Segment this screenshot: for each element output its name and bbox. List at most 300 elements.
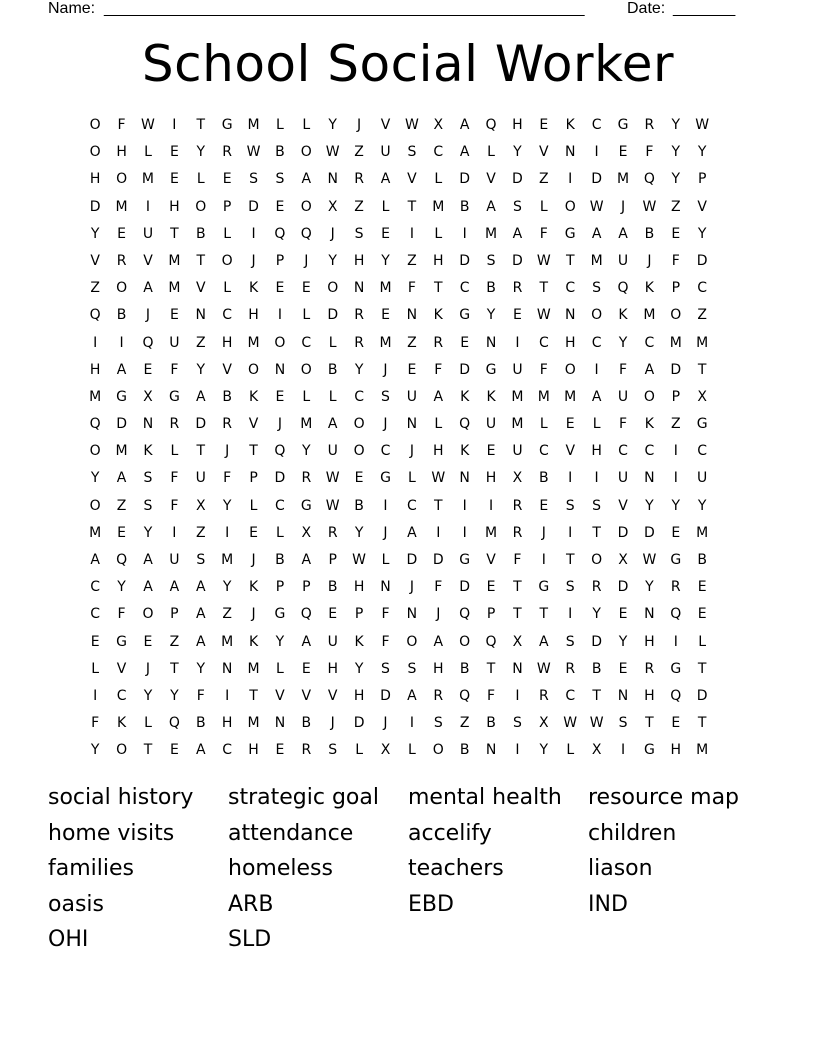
grid-letter: T — [645, 715, 654, 732]
grid-letter: W — [325, 497, 340, 514]
grid-letter: K — [433, 307, 443, 324]
grid-letter: A — [143, 579, 153, 596]
word-list-item: ARB — [228, 891, 274, 917]
grid-row — [82, 384, 742, 411]
grid-letter: E — [143, 361, 153, 378]
grid-letter: P — [302, 579, 311, 596]
grid-letter: Q — [168, 715, 180, 732]
grid-letter: A — [195, 606, 206, 623]
grid-letter: J — [330, 715, 335, 732]
grid-letter: T — [513, 606, 522, 623]
grid-letter: G — [564, 225, 576, 242]
word-list-item: EBD — [408, 891, 454, 917]
grid-letter: E — [671, 524, 681, 541]
grid-letter: J — [225, 443, 230, 460]
grid-letter: E — [275, 742, 285, 759]
word-list-item: oasis — [48, 891, 104, 917]
grid-letter: E — [671, 715, 681, 732]
grid-letter: K — [460, 388, 470, 405]
grid-letter: K — [618, 307, 628, 324]
grid-letter: L — [407, 470, 416, 487]
grid-letter: Y — [697, 225, 707, 242]
grid-letter: I — [515, 687, 520, 704]
grid-letter: C — [591, 334, 602, 351]
grid-letter: G — [116, 388, 128, 405]
grid-letter: R — [433, 687, 444, 704]
grid-letter: E — [275, 280, 285, 297]
grid-letter: A — [618, 225, 628, 242]
grid-letter: C — [644, 443, 655, 460]
grid-letter: M — [485, 524, 498, 541]
grid-letter: H — [433, 660, 444, 677]
grid-letter: K — [248, 280, 259, 297]
grid-letter: B — [116, 307, 127, 324]
grid-letter: I — [568, 470, 573, 487]
grid-letter: I — [594, 144, 599, 161]
grid-letter: X — [380, 742, 391, 759]
grid-letter: C — [565, 280, 576, 297]
grid-letter: L — [434, 225, 443, 242]
grid-letter: T — [565, 552, 575, 568]
grid-letter: Y — [354, 524, 364, 541]
grid-letter: A — [459, 117, 470, 133]
grid-letter: Y — [143, 687, 153, 704]
grid-letter: M — [247, 334, 260, 351]
grid-letter: A — [116, 470, 127, 487]
grid-letter: T — [592, 687, 601, 704]
grid-letter: V — [116, 660, 127, 677]
word-list-item: children — [588, 820, 677, 846]
grid-letter: N — [617, 687, 629, 704]
grid-letter: X — [301, 524, 312, 541]
grid-letter: C — [380, 443, 391, 460]
grid-letter: U — [142, 225, 154, 242]
grid-letter: W — [563, 715, 578, 732]
grid-letter: F — [513, 552, 522, 568]
grid-letter: D — [696, 687, 708, 704]
grid-letter: W — [642, 552, 657, 568]
word-list — [48, 780, 768, 958]
grid-letter: O — [116, 171, 128, 188]
grid-letter: M — [141, 171, 155, 188]
grid-letter: H — [564, 334, 576, 351]
grid-letter: M — [89, 388, 102, 405]
grid-letter: F — [170, 470, 179, 487]
grid-letter: I — [383, 497, 388, 514]
grid-letter: V — [407, 171, 417, 188]
grid-letter: H — [353, 252, 365, 269]
grid-letter: M — [115, 443, 128, 460]
grid-letter: Y — [302, 443, 311, 460]
grid-letter: R — [670, 579, 681, 596]
grid-letter: Q — [142, 334, 154, 351]
grid-letter: E — [275, 388, 285, 405]
grid-letter: F — [407, 280, 416, 297]
grid-letter: H — [327, 660, 338, 677]
grid-letter: O — [459, 633, 471, 650]
grid-letter: F — [618, 361, 628, 378]
grid-letter: A — [591, 225, 602, 242]
grid-letter: R — [644, 117, 655, 133]
grid-letter: J — [251, 552, 256, 568]
grid-letter: Q — [459, 687, 471, 704]
grid-letter: K — [248, 388, 259, 405]
grid-letter: Q — [300, 225, 312, 242]
grid-letter: O — [300, 144, 312, 161]
grid-letter: X — [697, 388, 707, 405]
grid-letter: S — [275, 171, 285, 188]
grid-letter: G — [300, 497, 312, 514]
grid-letter: M — [669, 334, 682, 351]
grid-letter: P — [275, 579, 285, 596]
grid-letter: L — [144, 715, 152, 732]
grid-letter: B — [327, 579, 338, 596]
grid-letter: G — [221, 117, 233, 133]
grid-letter: Q — [485, 117, 497, 133]
grid-letter: E — [486, 579, 496, 596]
grid-letter: J — [277, 416, 282, 433]
grid-letter: O — [432, 742, 444, 759]
grid-letter: K — [116, 715, 127, 732]
grid-letter: Q — [89, 307, 101, 324]
grid-letter: F — [434, 579, 443, 596]
word-list-item: homeless — [228, 856, 333, 882]
grid-letter: X — [512, 470, 523, 487]
grid-letter: L — [539, 198, 548, 215]
grid-letter: A — [90, 552, 100, 568]
grid-letter: D — [406, 552, 418, 568]
grid-letter: A — [116, 361, 127, 378]
word-list-item: OHI — [48, 927, 89, 953]
grid-letter: D — [512, 252, 523, 269]
grid-letter: F — [539, 225, 548, 242]
grid-letter: O — [591, 307, 603, 324]
grid-letter: Q — [459, 606, 471, 623]
grid-letter: Q — [89, 416, 101, 433]
grid-letter: U — [512, 361, 523, 378]
grid-letter: R — [222, 416, 233, 433]
grid-letter: Y — [618, 633, 628, 650]
grid-letter: L — [302, 307, 311, 324]
word-list-item: accelify — [408, 820, 492, 846]
grid-letter: D — [380, 687, 391, 704]
grid-letter: A — [591, 388, 602, 405]
grid-letter: U — [169, 334, 180, 351]
grid-letter: I — [225, 687, 230, 704]
grid-letter: P — [170, 606, 179, 623]
grid-row — [82, 520, 742, 547]
grid-letter: R — [512, 497, 523, 514]
grid-letter: F — [645, 144, 654, 161]
grid-letter: I — [145, 198, 151, 215]
grid-letter: B — [301, 715, 312, 732]
grid-letter: H — [353, 687, 365, 704]
grid-letter: C — [697, 280, 708, 297]
grid-letter: I — [594, 470, 599, 487]
grid-letter: H — [591, 443, 602, 460]
grid-letter: E — [301, 280, 311, 297]
grid-letter: T — [196, 443, 206, 460]
grid-letter: U — [512, 443, 523, 460]
grid-letter: M — [696, 334, 709, 351]
grid-letter: J — [409, 579, 414, 596]
grid-letter: I — [673, 633, 678, 650]
grid-letter: T — [196, 117, 206, 133]
grid-letter: S — [381, 388, 390, 405]
grid-letter: Z — [354, 144, 364, 161]
grid-letter: I — [251, 225, 256, 242]
grid-letter: Y — [222, 579, 232, 596]
grid-letter: I — [515, 742, 520, 759]
grid-letter: G — [274, 606, 286, 623]
grid-letter: O — [89, 144, 101, 161]
grid-letter: Y — [328, 117, 337, 133]
grid-letter: R — [354, 334, 364, 351]
grid-letter: L — [302, 388, 311, 405]
grid-letter: G — [538, 579, 550, 596]
grid-letter: Y — [170, 687, 179, 704]
grid-letter: S — [513, 198, 522, 215]
grid-letter: G — [643, 742, 655, 759]
grid-letter: I — [568, 171, 573, 188]
grid-letter: B — [486, 715, 496, 732]
grid-row — [82, 629, 742, 656]
grid-letter: F — [170, 497, 179, 514]
grid-letter: G — [485, 361, 497, 378]
grid-letter: A — [143, 552, 153, 568]
grid-row — [82, 112, 742, 139]
word-list-item: home visits — [48, 820, 175, 846]
grid-letter: B — [459, 742, 470, 759]
grid-letter: Z — [539, 171, 549, 188]
grid-letter: Y — [486, 307, 496, 324]
grid-letter: C — [90, 579, 101, 596]
grid-letter: E — [671, 225, 681, 242]
grid-letter: Y — [117, 579, 126, 596]
grid-letter: I — [225, 524, 230, 541]
grid-letter: L — [487, 144, 495, 161]
grid-letter: B — [195, 225, 206, 242]
grid-letter: L — [539, 416, 548, 433]
grid-letter: Z — [670, 416, 681, 433]
grid-letter: O — [591, 552, 603, 568]
grid-letter: F — [196, 687, 205, 704]
grid-letter: R — [327, 524, 338, 541]
grid-letter: E — [565, 416, 575, 433]
grid-letter: S — [513, 715, 522, 732]
grid-row — [82, 194, 742, 221]
grid-letter: G — [380, 470, 391, 487]
grid-letter: Q — [459, 416, 471, 433]
grid-letter: I — [515, 334, 520, 351]
grid-letter: O — [248, 361, 260, 378]
grid-letter: D — [644, 524, 655, 541]
grid-letter: T — [170, 225, 179, 242]
grid-letter: X — [539, 715, 549, 732]
grid-letter: Q — [643, 171, 655, 188]
grid-letter: T — [539, 280, 549, 297]
grid-letter: S — [592, 280, 602, 297]
grid-letter: S — [565, 497, 575, 514]
grid-letter: M — [247, 117, 260, 133]
grid-letter: L — [566, 742, 575, 759]
grid-letter: D — [617, 524, 629, 541]
grid-letter: H — [89, 361, 101, 378]
grid-letter: K — [565, 117, 575, 133]
grid-letter: L — [698, 633, 707, 650]
grid-letter: M — [511, 416, 524, 433]
grid-letter: E — [697, 579, 707, 596]
grid-letter: Z — [670, 198, 681, 215]
grid-letter: Q — [670, 606, 682, 623]
grid-letter: H — [644, 687, 655, 704]
grid-letter: Y — [90, 742, 100, 759]
grid-letter: T — [249, 443, 258, 460]
grid-letter: D — [670, 361, 682, 378]
grid-letter: H — [644, 633, 655, 650]
grid-letter: V — [327, 687, 338, 704]
grid-letter: Y — [90, 225, 100, 242]
grid-letter: E — [169, 171, 179, 188]
grid-letter: A — [407, 687, 417, 704]
grid-letter: T — [407, 198, 417, 215]
grid-letter: C — [538, 443, 549, 460]
grid-letter: O — [353, 443, 365, 460]
grid-letter: O — [221, 252, 233, 269]
grid-letter: C — [354, 388, 364, 405]
grid-letter: G — [617, 117, 629, 133]
grid-letter: U — [485, 416, 497, 433]
grid-letter: C — [697, 443, 708, 460]
grid-letter: J — [330, 225, 335, 242]
grid-letter: J — [251, 252, 256, 269]
grid-letter: Z — [169, 633, 180, 650]
grid-row — [82, 574, 742, 601]
grid-letter: I — [409, 715, 414, 732]
grid-letter: Y — [671, 144, 681, 161]
grid-letter: O — [353, 416, 365, 433]
grid-letter: Q — [617, 280, 629, 297]
grid-letter: B — [697, 552, 707, 568]
grid-letter: Y — [354, 660, 364, 677]
grid-letter: G — [459, 307, 471, 324]
grid-letter: K — [644, 416, 654, 433]
grid-letter: W — [325, 470, 340, 487]
grid-letter: B — [459, 198, 470, 215]
grid-letter: N — [644, 606, 655, 623]
grid-letter: M — [485, 225, 498, 242]
grid-letter: Y — [645, 579, 654, 596]
grid-letter: S — [565, 579, 575, 596]
grid-letter: R — [301, 470, 312, 487]
grid-letter: F — [381, 606, 390, 623]
grid-letter: D — [459, 579, 471, 596]
grid-letter: C — [565, 687, 576, 704]
grid-letter: H — [353, 579, 365, 596]
grid-letter: A — [433, 633, 444, 650]
grid-letter: N — [274, 361, 286, 378]
grid-letter: Y — [697, 144, 707, 161]
grid-letter: A — [407, 524, 417, 541]
grid-row — [82, 275, 742, 302]
word-list-item: attendance — [228, 820, 354, 846]
grid-letter: M — [221, 633, 234, 650]
grid-letter: L — [434, 416, 443, 433]
grid-letter: U — [617, 470, 629, 487]
grid-letter: W — [536, 252, 551, 269]
grid-letter: Q — [485, 633, 497, 650]
grid-letter: N — [327, 171, 338, 188]
grid-letter: G — [670, 660, 682, 677]
grid-letter: O — [116, 742, 128, 759]
grid-letter: W — [325, 144, 340, 161]
grid-letter: E — [539, 497, 549, 514]
grid-letter: C — [222, 307, 233, 324]
grid-letter: M — [616, 171, 630, 188]
grid-letter: E — [381, 307, 390, 324]
grid-letter: S — [486, 252, 496, 269]
grid-row — [82, 357, 742, 384]
grid-letter: L — [355, 742, 363, 759]
grid-letter: D — [248, 198, 259, 215]
grid-letter: I — [119, 334, 124, 351]
grid-letter: D — [459, 252, 471, 269]
grid-letter: B — [195, 715, 206, 732]
grid-letter: B — [275, 552, 285, 568]
grid-letter: N — [644, 470, 655, 487]
grid-letter: E — [513, 307, 522, 324]
grid-letter: D — [274, 470, 286, 487]
grid-letter: D — [432, 552, 444, 568]
grid-letter: H — [116, 144, 127, 161]
grid-letter: E — [222, 171, 232, 188]
grid-letter: E — [697, 606, 707, 623]
grid-letter: Y — [222, 497, 232, 514]
grid-letter: R — [116, 252, 127, 269]
grid-letter: D — [353, 715, 365, 732]
grid-letter: W — [404, 117, 419, 133]
grid-letter: B — [327, 361, 338, 378]
grid-letter: S — [565, 633, 575, 650]
grid-letter: Z — [697, 307, 707, 324]
grid-letter: L — [328, 388, 337, 405]
grid-letter: E — [117, 225, 127, 242]
grid-letter: M — [696, 742, 709, 759]
grid-letter: W — [536, 307, 551, 324]
grid-letter: V — [380, 117, 391, 133]
grid-letter: S — [407, 660, 417, 677]
grid-letter: A — [459, 144, 470, 161]
grid-row — [82, 248, 742, 275]
grid-letter: V — [697, 198, 707, 215]
grid-letter: N — [485, 334, 497, 351]
grid-letter: T — [513, 579, 522, 596]
grid-letter: A — [512, 225, 523, 242]
grid-letter: L — [302, 117, 311, 133]
grid-letter: I — [673, 443, 678, 460]
word-list-item: IND — [588, 891, 628, 917]
grid-row — [82, 302, 742, 329]
grid-letter: L — [144, 144, 152, 161]
grid-letter: X — [591, 742, 602, 759]
grid-letter: L — [434, 171, 443, 188]
grid-letter: F — [381, 633, 390, 650]
grid-letter: W — [695, 117, 710, 133]
grid-letter: K — [354, 633, 364, 650]
grid-letter: P — [671, 280, 681, 297]
grid-letter: G — [168, 388, 180, 405]
grid-letter: Q — [300, 606, 312, 623]
